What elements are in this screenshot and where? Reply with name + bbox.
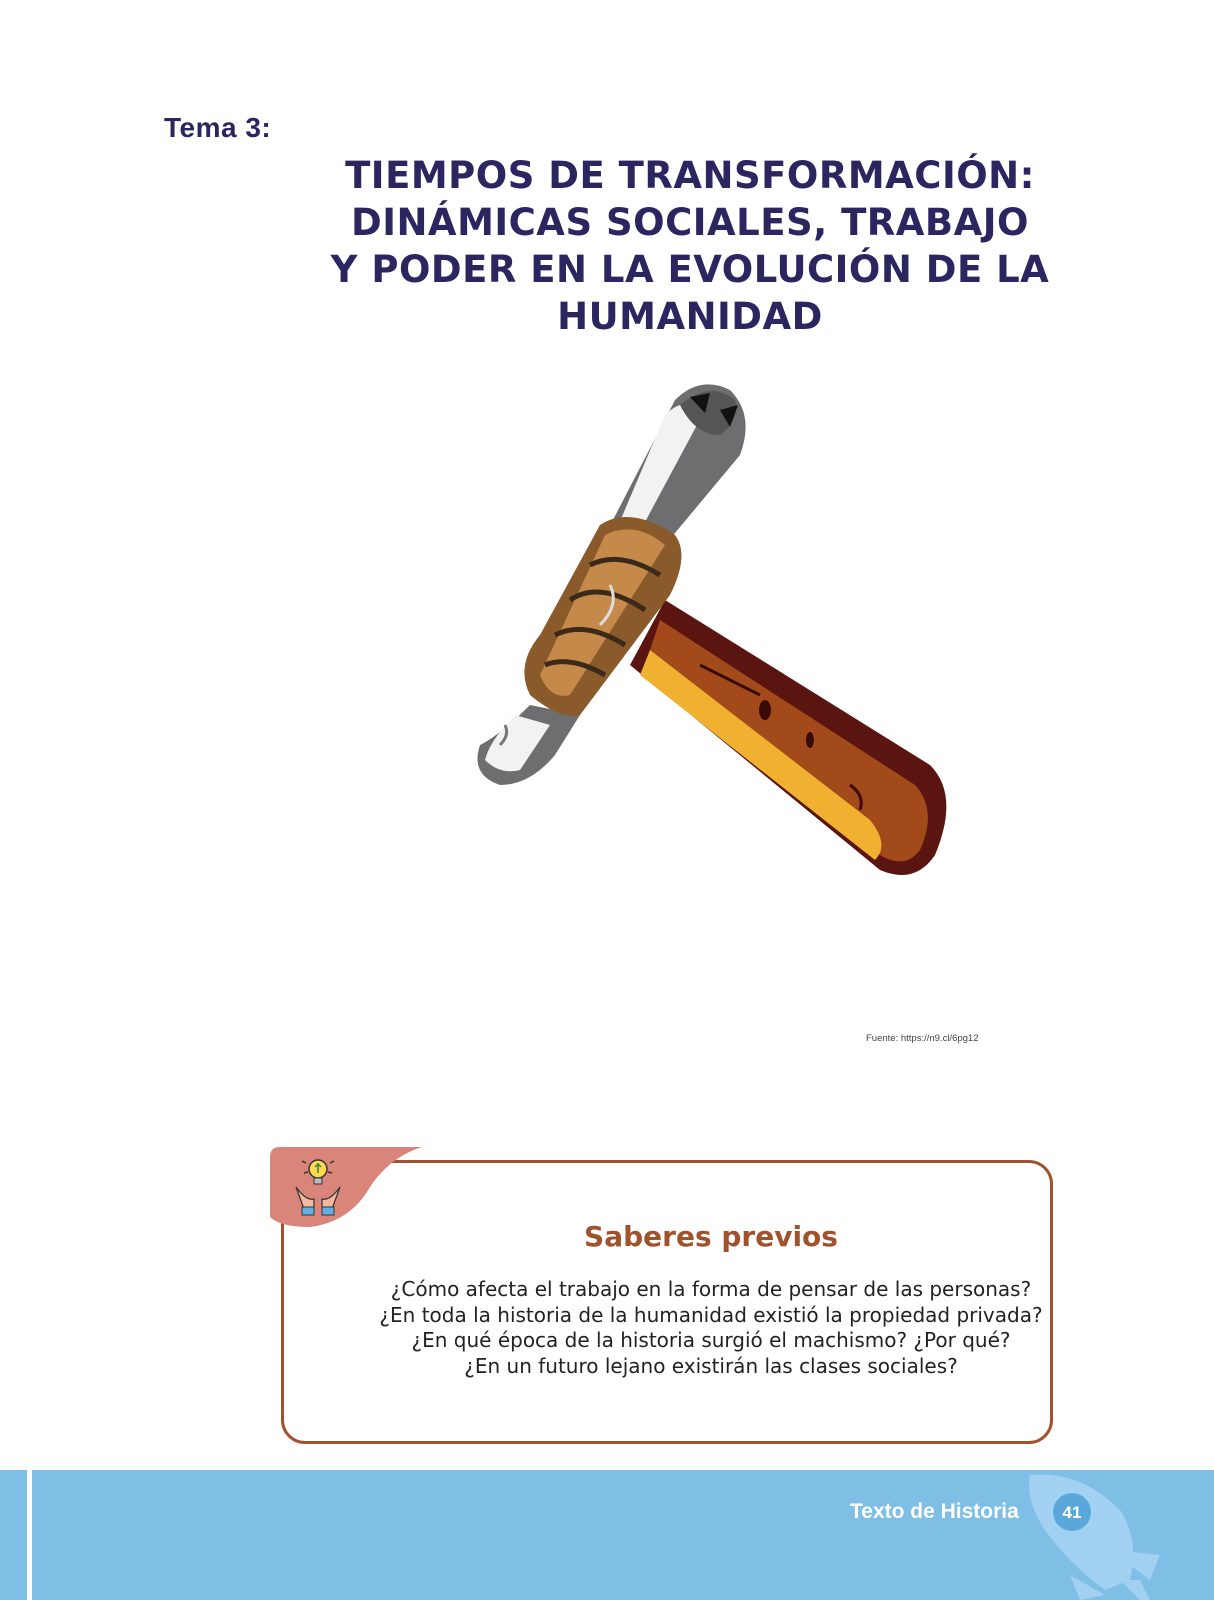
image-source: Fuente: https://n9.cl/6pg12 bbox=[866, 1033, 979, 1044]
question-2: ¿En toda la historia de la humanidad existió la propiedad privada? bbox=[379, 1302, 1043, 1327]
page-footer bbox=[0, 1470, 1214, 1600]
page-number: 41 bbox=[1062, 1503, 1082, 1522]
saberes-previos-title: Saberes previos bbox=[584, 1220, 838, 1253]
question-1: ¿Cómo afecta el trabajo en la forma de pensar de las personas? bbox=[390, 1277, 1032, 1301]
title-line-4: HUMANIDAD bbox=[557, 295, 823, 338]
rocket-icon bbox=[1010, 1470, 1170, 1600]
question-4: ¿En un futuro lejano existirán las clases sociales? bbox=[464, 1353, 958, 1378]
title-line-3: Y PODER EN LA EVOLUCIÓN DE LA bbox=[330, 248, 1050, 291]
book-title: Texto de Historia bbox=[850, 1500, 1019, 1523]
page-title bbox=[330, 152, 1050, 340]
title-line-2: DINÁMICAS SOCIALES, TRABAJO bbox=[350, 201, 1029, 244]
title-line-1: TIEMPOS DE TRANSFORMACIÓN: bbox=[345, 154, 1035, 197]
stone-hammer-icon bbox=[460, 375, 980, 915]
tema-label: Tema 3: bbox=[164, 112, 272, 143]
hammer-handle bbox=[630, 600, 946, 875]
footer-divider bbox=[27, 1470, 32, 1600]
saberes-questions bbox=[281, 1277, 1141, 1379]
question-3: ¿En qué época de la historia surgió el machismo? ¿Por qué? bbox=[411, 1328, 1011, 1352]
